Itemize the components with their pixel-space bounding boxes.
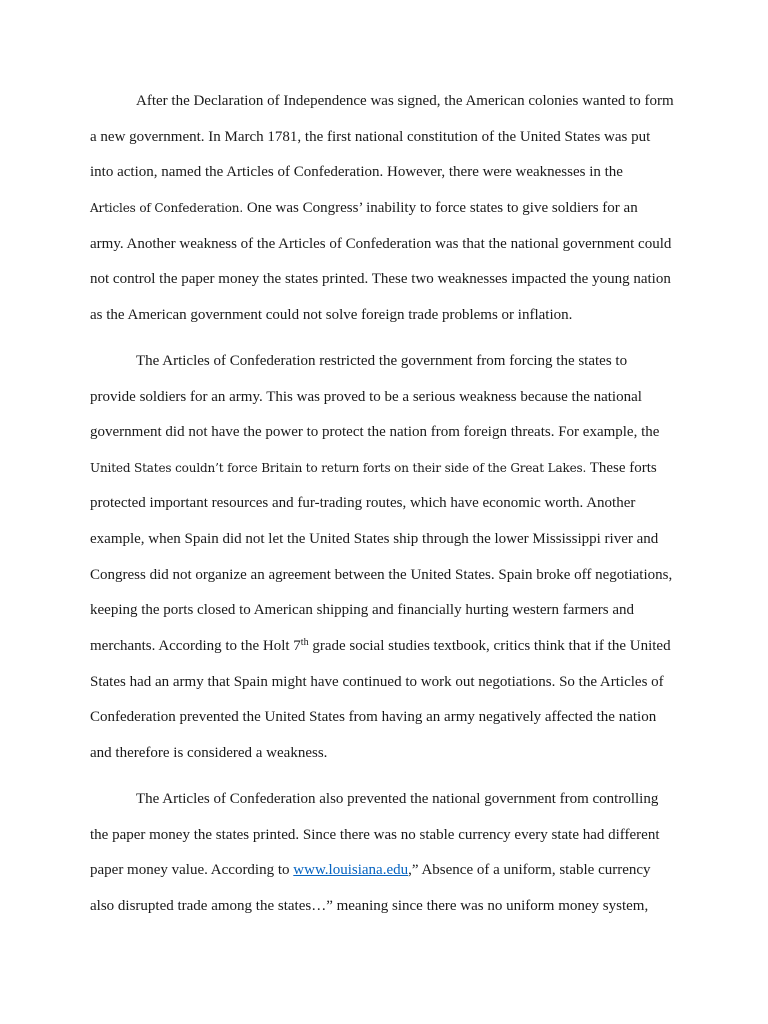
line-text: grade social studies textbook, critics think that if the United [312, 638, 671, 654]
line-text: One was Congress’ inability to force states to give soldiers for an [246, 199, 638, 216]
paragraph-2-line-11: Confederation prevented the United States from having an army negatively affected the nation [90, 709, 657, 726]
paragraph-1-line-7: as the American government could not solve foreign trade problems or inflation. [90, 306, 573, 323]
paragraph-2 [90, 344, 730, 772]
paragraph-2-line-9 [90, 629, 730, 665]
paragraph-1-line-6: not control the paper money the states printed. These two weaknesses impacted the young nation [90, 271, 671, 288]
paragraph-1-line-4 [90, 191, 730, 227]
line-text: ,” Absence of a uniform, stable currency [408, 862, 651, 879]
paragraph-1-line-2: a new government. In March 1781, the first national constitution of the United States was put [90, 128, 651, 145]
source-hyperlink[interactable]: www.louisiana.edu [293, 862, 409, 879]
paragraph-2-line-7: Congress did not organize an agreement between the United States. Spain broke off negotiations, [90, 566, 673, 583]
paragraph-3-line-2: the paper money the states printed. Since there was no stable currency every state had different [90, 826, 660, 843]
paragraph-2-line-10: States had an army that Spain might have continued to work out negotiations. So the Articles of [90, 673, 664, 690]
paragraph-2-line-1: The Articles of Confederation restricted the government from forcing the states to [136, 352, 628, 369]
paragraph-2-line-3: government did not have the power to protect the nation from foreign threats. For example, the [90, 424, 660, 441]
line-text: These forts [589, 459, 657, 476]
paragraph-1-line-5: army. Another weakness of the Articles of Confederation was that the national government could [90, 235, 672, 252]
alt-font-phrase: Articles of Confederation. [90, 200, 244, 215]
paragraph-2-line-12: and therefore is considered a weakness. [90, 744, 328, 761]
paragraph-3-line-4: also disrupted trade among the states…” meaning since there was no uniform money system, [90, 897, 649, 914]
line-text: merchants. According to the Holt 7 [90, 638, 301, 654]
essay-body [90, 84, 730, 935]
paragraph-2-line-6: example, when Spain did not let the United States ship through the lower Mississippi river and [90, 531, 659, 548]
paragraph-3-line-1: The Articles of Confederation also prevented the national government from controlling [136, 790, 659, 807]
line-text: paper money value. According to [90, 862, 290, 879]
paragraph-1-line-3: into action, named the Articles of Confederation. However, there were weaknesses in the [90, 164, 623, 181]
paragraph-2-line-5: protected important resources and fur-trading routes, which have economic worth. Another [90, 495, 636, 512]
paragraph-1-line-1: After the Declaration of Independence was signed, the American colonies wanted to form [136, 93, 674, 109]
alt-font-phrase: United States couldn’t force Britain to return forts on their side of the Great Lakes. [90, 460, 587, 475]
paragraph-2-line-8: keeping the ports closed to American shipping and financially hurting western farmers and [90, 602, 635, 619]
paragraph-2-line-2: provide soldiers for an army. This was proved to be a serious weakness because the national [90, 388, 642, 405]
paragraph-1 [90, 84, 730, 333]
paragraph-3 [90, 782, 730, 925]
ordinal-superscript: th [300, 637, 309, 648]
paragraph-2-line-4 [90, 451, 730, 487]
paragraph-3-line-3 [90, 853, 730, 889]
